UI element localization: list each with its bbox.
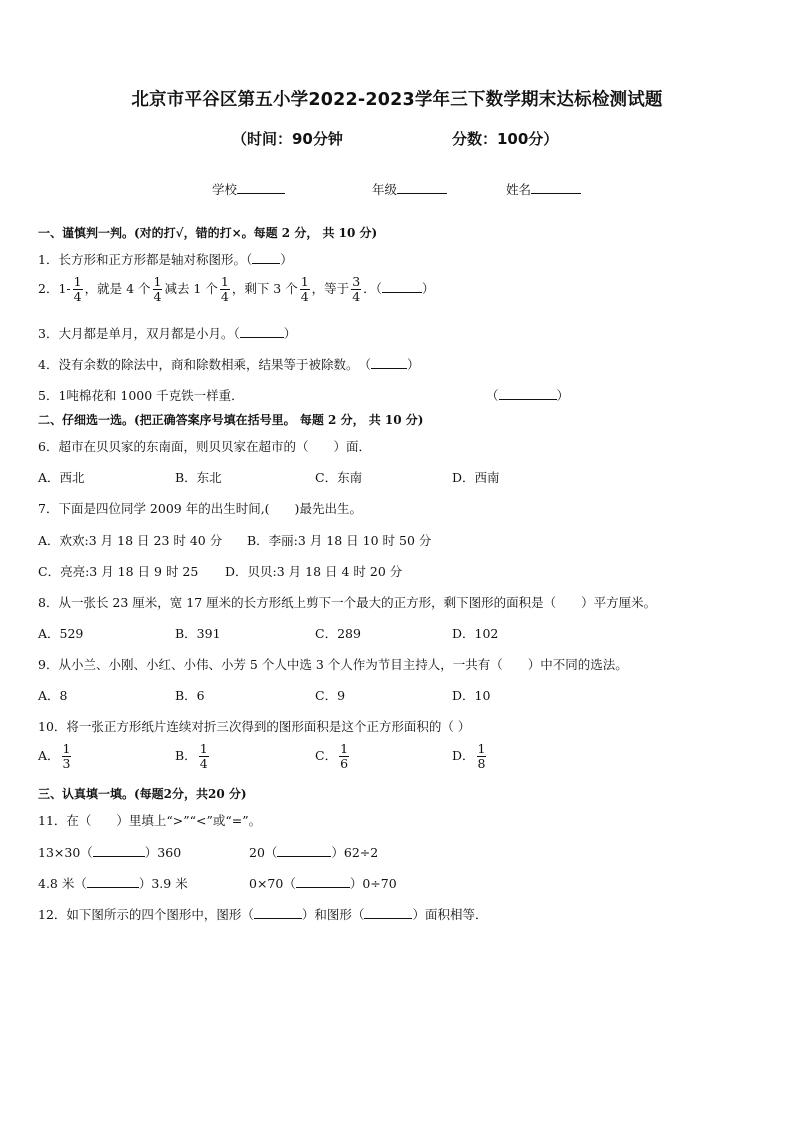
exam-score: 分数：100分） [452, 130, 559, 148]
q12-part3: ）面积相等． [412, 907, 488, 922]
q10-b-denominator: 4 [199, 755, 208, 771]
q11-r1b-blank[interactable] [277, 845, 331, 857]
exam-time: （时间：90分钟 [232, 130, 343, 148]
q2-fraction-2 [153, 276, 163, 303]
q10-c-label: C． [315, 748, 338, 763]
q10-d-fraction [477, 743, 487, 770]
q8-option-d[interactable]: D．102 [452, 626, 499, 641]
question-2 [38, 276, 434, 303]
q10-option-c[interactable] [315, 743, 351, 770]
q5-open: （ [486, 388, 499, 403]
q10-b-fraction [199, 743, 209, 770]
question-9: 9．从小兰、小刚、小红、小伟、小芳 5 个人中选 3 个人作为节目主持人，一共有（ ）中不同的选法。 [38, 657, 628, 672]
q2-part1: 2．1- [38, 281, 71, 296]
q10-a-label: A． [38, 748, 60, 763]
q6-option-c[interactable]: C．东南 [315, 470, 363, 485]
q9-option-c[interactable]: C．9 [315, 688, 346, 703]
q8-option-a[interactable]: A．529 [38, 626, 84, 641]
q2-f3-denominator: 4 [220, 288, 229, 304]
q2-f1-denominator: 4 [73, 288, 82, 304]
q11-r2b-end: ）0÷70 [349, 876, 397, 891]
section-1-heading: 一、谨慎判一判。(对的打√，错的打×。每题 2 分， 共 10 分) [38, 226, 378, 240]
q9-option-a[interactable]: A．8 [38, 688, 68, 703]
q11-r1a-blank[interactable] [93, 845, 145, 857]
q10-b-numerator: 1 [199, 741, 208, 756]
q2-f2-numerator: 1 [153, 274, 162, 289]
question-11: 11．在（ ）里填上“>”“<”或“=”。 [38, 813, 262, 828]
q2-fraction-3 [220, 276, 230, 303]
section-2-heading: 二、仔细选一选。(把正确答案序号填在括号里。 每题 2 分， 共 10 分) [38, 413, 424, 427]
school-blank[interactable] [237, 182, 285, 194]
q11-r2a-blank[interactable] [87, 876, 139, 888]
q2-close: ） [421, 281, 435, 296]
grade-blank[interactable] [397, 182, 447, 194]
q2-part6: ．（ [363, 281, 382, 296]
q2-fraction-4 [300, 276, 310, 303]
q11-r2b-text: 0×70（ [249, 876, 296, 891]
q11-r2a-text: 4.8 米（ [38, 876, 87, 891]
grade-field[interactable] [372, 180, 447, 198]
question-4 [38, 355, 419, 373]
q12-blank-2[interactable] [364, 907, 412, 919]
q6-option-a[interactable]: A．西北 [38, 470, 85, 485]
q10-d-label: D． [452, 748, 475, 763]
name-label: 姓名 [506, 182, 532, 197]
q2-answer-blank[interactable] [382, 281, 422, 293]
question-8: 8．从一张长 23 厘米，宽 17 厘米的长方形纸上剪下一个最大的正方形，剩下图形的面积是（ ）平方厘米。 [38, 595, 657, 610]
q2-part3: 减去 1 个 [164, 281, 218, 296]
q2-f5-denominator: 4 [352, 288, 361, 304]
q10-option-b[interactable] [175, 743, 211, 770]
grade-label: 年级 [372, 182, 398, 197]
question-6: 6．超市在贝贝家的东南面，则贝贝家在超市的（ ）面． [38, 439, 371, 454]
q12-part1: 12．如下图所示的四个图形中，图形（ [38, 907, 254, 922]
q10-b-label: B． [175, 748, 197, 763]
q11-r2a-end: ）3.9 米 [138, 876, 188, 891]
school-label: 学校 [212, 182, 238, 197]
q10-a-denominator: 3 [62, 755, 71, 771]
question-3 [38, 324, 296, 342]
q8-option-b[interactable]: B．391 [175, 626, 221, 641]
q8-option-c[interactable]: C．289 [315, 626, 361, 641]
q6-option-d[interactable]: D．西南 [452, 470, 500, 485]
q9-option-d[interactable]: D．10 [452, 688, 491, 703]
question-10: 10．将一张正方形纸片连续对折三次得到的图形面积是这个正方形面积的（ ） [38, 719, 471, 734]
q4-close: ） [406, 357, 420, 372]
q5-text: 5．1吨棉花和 1000 千克铁一样重． [38, 388, 244, 403]
q2-f3-numerator: 1 [220, 274, 229, 289]
q2-f2-denominator: 4 [153, 288, 162, 304]
q12-blank-1[interactable] [254, 907, 302, 919]
question-1 [38, 250, 293, 268]
q11-r1a-end: ）360 [144, 845, 182, 860]
q11-r1a-text: 13×30（ [38, 845, 93, 860]
q10-option-a[interactable] [38, 743, 73, 770]
q2-f1-numerator: 1 [73, 274, 82, 289]
q11-row2-left [38, 874, 188, 892]
page-title: 北京市平谷区第五小学2022-2023学年三下数学期末达标检测试题 [131, 90, 663, 110]
q5-answer [486, 386, 569, 404]
q2-fraction-5 [351, 276, 361, 303]
q5-close: ） [556, 388, 570, 403]
q10-c-fraction [339, 743, 349, 770]
q1-answer-blank[interactable] [252, 252, 280, 264]
q2-part2: ，就是 4 个 [84, 281, 151, 296]
q2-part5: ，等于 [311, 281, 350, 296]
q12-part2: ）和图形（ [301, 907, 365, 922]
q11-r2b-blank[interactable] [296, 876, 350, 888]
q10-c-denominator: 6 [340, 755, 349, 771]
question-5 [38, 386, 244, 404]
q3-answer-blank[interactable] [240, 326, 284, 338]
school-field[interactable] [212, 180, 285, 198]
q3-text: 3．大月都是单月，双月都是小月。（ [38, 326, 240, 341]
q5-answer-blank[interactable] [499, 388, 557, 400]
name-blank[interactable] [531, 182, 581, 194]
q2-fraction-1 [73, 276, 83, 303]
q11-row1-right [249, 843, 378, 861]
q11-r1b-end: ）62÷2 [331, 845, 379, 860]
q7-option-d[interactable]: D．贝贝:3 月 18 日 4 时 20 分 [225, 564, 403, 579]
q4-text: 4．没有余数的除法中，商和除数相乘，结果等于被除数。 （ [38, 357, 371, 372]
q10-option-d[interactable] [452, 743, 488, 770]
q2-f5-numerator: 3 [352, 274, 361, 289]
q11-r1b-text: 20（ [249, 845, 278, 860]
q10-d-denominator: 8 [477, 755, 486, 771]
q1-close: ） [280, 252, 293, 267]
q7-option-a[interactable]: A．欢欢:3 月 18 日 23 时 40 分 [38, 533, 223, 548]
q1-text: 1．长方形和正方形都是轴对称图形。（ [38, 252, 253, 267]
q4-answer-blank[interactable] [371, 357, 407, 369]
q2-f4-numerator: 1 [300, 274, 309, 289]
q2-part4: ，剩下 3 个 [231, 281, 298, 296]
q7-option-c[interactable]: C．亮亮:3 月 18 日 9 时 25 [38, 564, 199, 579]
name-field[interactable] [506, 180, 581, 198]
q11-row1-left [38, 843, 181, 861]
q10-a-fraction [62, 743, 72, 770]
question-12 [38, 905, 487, 923]
q3-close: ） [283, 326, 297, 341]
q9-option-b[interactable]: B．6 [175, 688, 205, 703]
q2-f4-denominator: 4 [300, 288, 309, 304]
q10-a-numerator: 1 [62, 741, 71, 756]
q6-option-b[interactable]: B．东北 [175, 470, 222, 485]
question-7: 7．下面是四位同学 2009 年的出生时间,( )最先出生。 [38, 501, 362, 516]
q10-c-numerator: 1 [340, 741, 349, 756]
section-3-heading: 三、认真填一填。(每题2分，共20 分) [38, 787, 247, 801]
q7-option-b[interactable]: B．李丽:3 月 18 日 10 时 50 分 [247, 533, 432, 548]
q11-row2-right [249, 874, 397, 892]
q10-d-numerator: 1 [477, 741, 486, 756]
